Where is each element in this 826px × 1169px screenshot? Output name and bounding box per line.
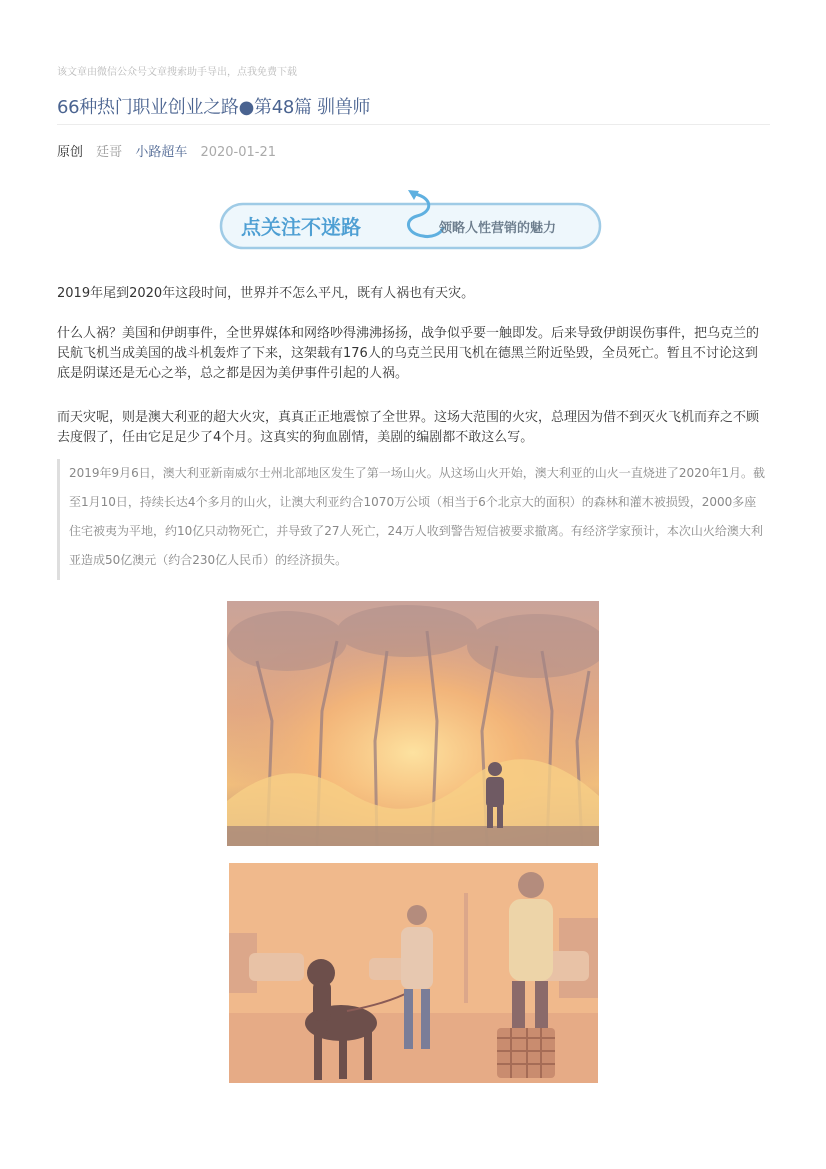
evacuees-photo — [229, 863, 598, 1083]
original-label: 原创 — [57, 145, 84, 160]
paragraph-intro: 2019年尾到2020年这段时间，世界并不怎么平凡，既有人祸也有天灾。 — [57, 286, 475, 301]
paragraph-man-made-disaster: 什么人祸？美国和伊朗事件，全世界媒体和网络吵得沸沸扬扬，战争似乎要一触即发。后来导致伊朗误伤事件，把乌克兰的民航飞机当成美国的战斗机轰炸了下来，这架载有176人的乌克兰民用飞机在德黑兰附近坠毁，全员死亡。暂且不讨论这到底是阴谋还是无心之举，总之都是因为美伊事件引起的人祸。 — [57, 326, 760, 381]
bushfire-image — [227, 601, 599, 846]
account-link[interactable]: 小路超车 — [135, 145, 188, 160]
publish-date: 2020-01-21 — [200, 145, 277, 160]
evacuees-image — [229, 863, 598, 1083]
quote-text: 2019年9月6日，澳大利亚新南威尔士州北部地区发生了第一场山火。从这场山火开始，澳大利亚的山火一直烧进了2020年1月。截至1月10日，持续长达4个多月的山火，让澳大利亚约合1070万公顷（相当于6个北京大的面积）的森林和灌木被损毁，2000多座住宅被夷为平地，约10亿只动物死亡，并导致了27人死亡，24万人收到警告短信被要求撤离。有经济学家预计，本次山火给澳大利亚造成50亿澳元（约合230亿人民币）的经济损失。 — [69, 466, 765, 567]
bushfire-photo — [227, 601, 599, 846]
title-divider — [57, 124, 770, 125]
follow-banner — [219, 186, 602, 252]
quote-block — [57, 459, 765, 580]
article-title: 66种热门职业创业之路●第48篇 驯兽师 — [57, 97, 371, 118]
author-name: 廷哥 — [96, 145, 123, 160]
paragraph-natural-disaster: 而天灾呢，则是澳大利亚的超大火灾，真真正正地震惊了全世界。这场大范围的火灾，总理因为借不到灭火飞机而弃之不顾去度假了，任由它足足少了4个月。这真实的狗血剧情，美剧的编剧都不敢这么写。 — [57, 410, 760, 445]
basket — [497, 1028, 555, 1078]
article-meta — [57, 141, 285, 160]
export-notice-link[interactable]: 该文章由微信公众号文章搜索助手导出，点我免费下载 — [57, 67, 297, 78]
follow-banner-graphic — [219, 186, 602, 252]
banner-main-text: 点关注不迷路 — [241, 215, 361, 239]
banner-sub-text: 领略人性营销的魅力 — [439, 221, 557, 236]
